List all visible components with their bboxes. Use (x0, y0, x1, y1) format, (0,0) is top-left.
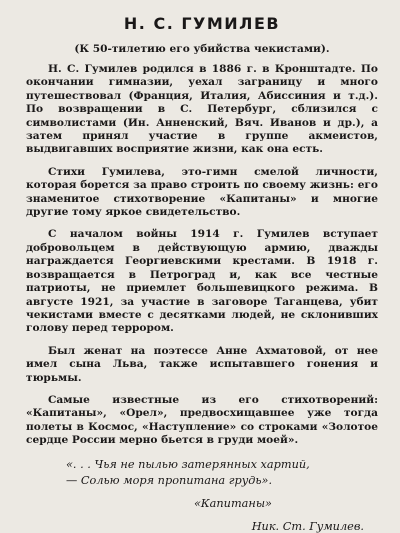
poem-title: «Капитаны» (194, 496, 272, 510)
poem-quote (66, 457, 378, 489)
author-signature: Ник. Ст. Гумилев. (251, 519, 364, 533)
article-subtitle: (К 50-тилетию его убийства чекистами). (74, 43, 330, 55)
paragraph-family: Был женат на поэтессе Анне Ахматовой, от нее имел сына Льва, также испытавшего гонения и тюрьмы. (26, 344, 378, 384)
poem-line: «. . . Чья не пылью затерянных хартий, (66, 457, 310, 471)
paragraph-biography: Н. С. Гумилев родился в 1886 г. в Кронштадте. По окончании гимназии, уехал заграницу и много путешествовал (Франция, Италия, Абиссиния и т.д.). По возвращении в С. Петербург, сблизился с символистами (Ин. Анненский, Вяч. Иванов и др.), а затем принял участие в группе акмеистов, выдвигавших восприятие жизни, как она есть. (26, 63, 378, 156)
poem-line: — Солью моря пропитана грудь». (66, 473, 273, 487)
paragraph-known-poems: Самые известные из его стихотворений: «Капитаны», «Орел», предвосхищавшее уже тогда полеты в Космос, «Наступление» со строками «Золотое сердце России мерно бьется в груди моей». (26, 393, 378, 447)
paragraph-war: С началом войны 1914 г. Гумилев вступает добровольцем в действующую армию, дважды награждается Георгиевскими крестами. В 1918 г. возвращается в Петроград и, как все честные патриоты, не приемлет большевицкого режима. В августе 1921, за участие в заговоре Таганцева, убит чекистами вместе с десятками людей, не склонивших голову перед террором. (26, 228, 378, 335)
article-title: Н. С. ГУМИЛЕВ (123, 14, 281, 33)
paragraph-poetry: Стихи Гумилева, это-гимн смелой личности, которая борется за право строить по своему жизнь: его знаменитое стихотворение «Капитаны» и многие другие тому яркое свидетельство. (26, 165, 378, 219)
